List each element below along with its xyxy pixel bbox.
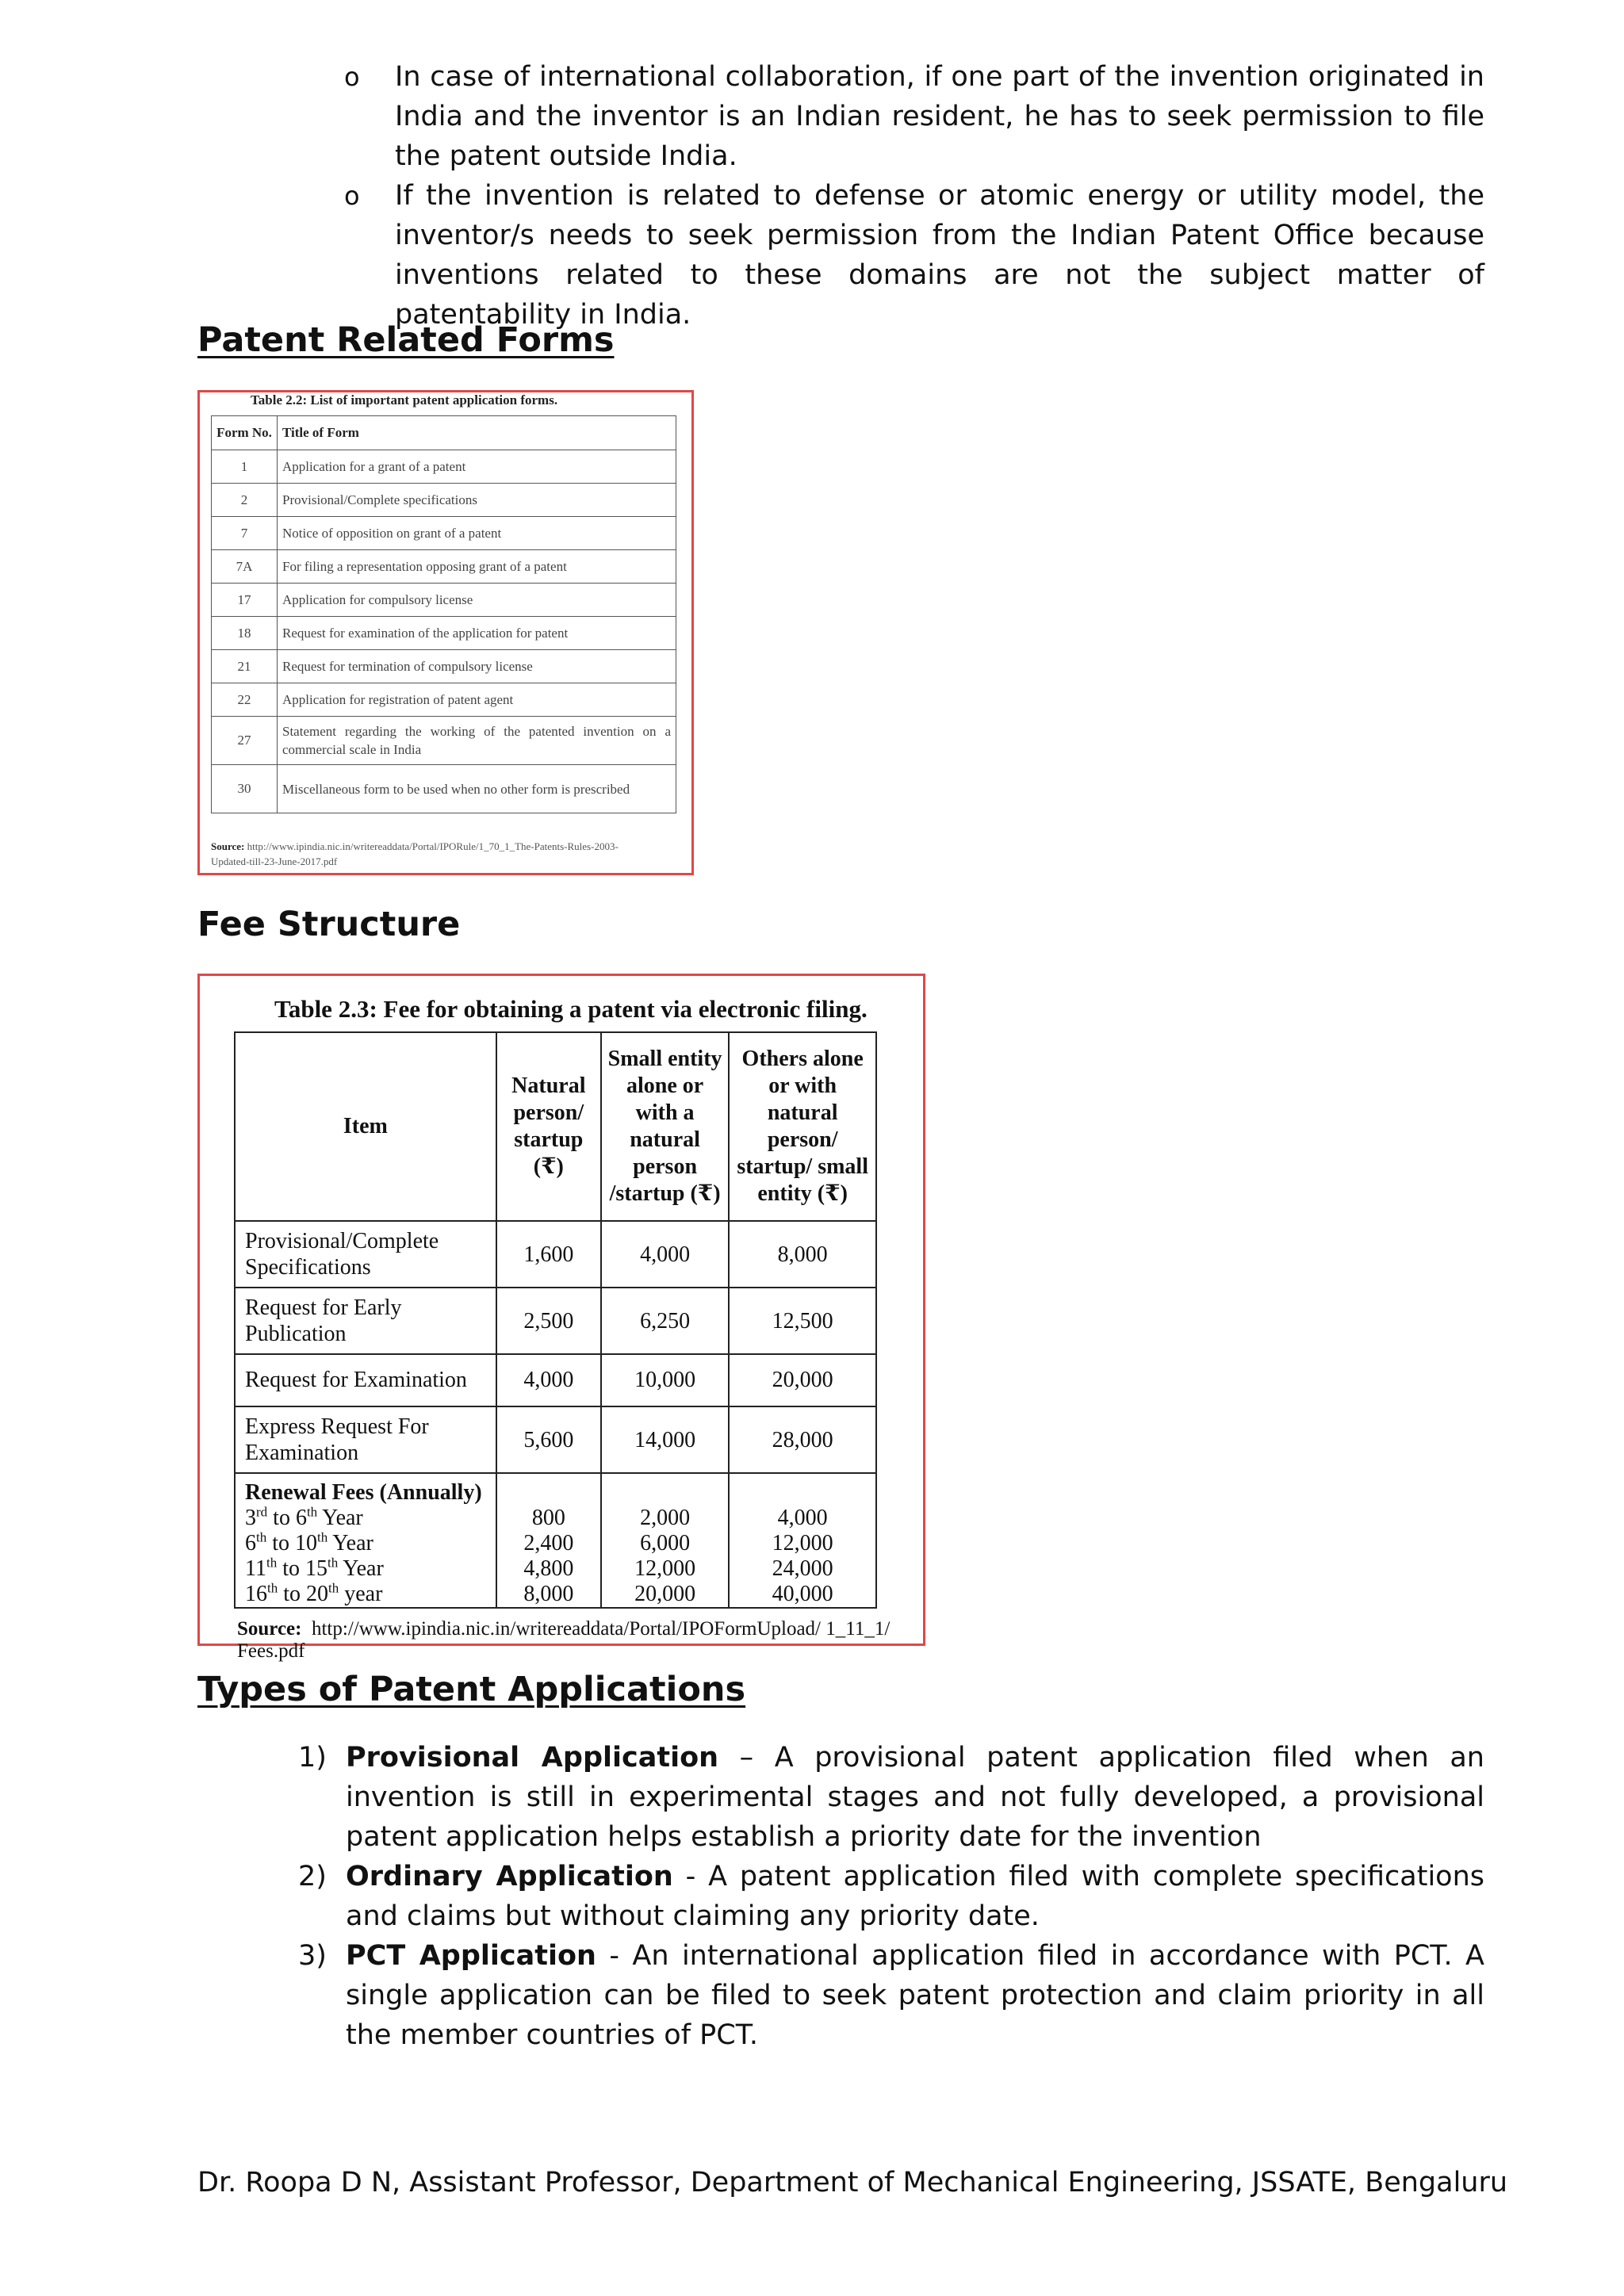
application-term: Provisional Application <box>346 1742 719 1774</box>
renewal-title: Renewal Fees (Annually) <box>245 1480 482 1505</box>
form-title: Statement regarding the working of the patented invention on a commercial scale in India <box>278 717 676 765</box>
source-label: Source: <box>211 840 245 852</box>
application-description: A provisional patent application filed when an invention is still in experimental stages and not fully developed, a provisional patent application helps establish a priority date for the invention <box>346 1742 1484 1853</box>
forms-section-title: Patent Related Forms <box>197 320 615 360</box>
application-term: Ordinary Application <box>346 1861 673 1892</box>
form-number: 27 <box>212 717 278 765</box>
table-row <box>235 1406 876 1473</box>
form-number: 2 <box>212 484 278 517</box>
form-title: Provisional/Complete specifications <box>278 484 676 517</box>
form-number: 18 <box>212 617 278 650</box>
fee-table-header: Item <box>235 1032 496 1221</box>
fee-table-header: Natural person/ startup (₹) <box>496 1032 601 1221</box>
form-number: 17 <box>212 584 278 617</box>
permission-bullet-list <box>343 57 1484 335</box>
fee-table-figure <box>197 974 925 1662</box>
fee-table-header: Others alone or with natural person/ startup/ small entity (₹) <box>729 1032 876 1221</box>
fee-value: 12,500 <box>729 1288 876 1354</box>
form-number: 1 <box>212 450 278 484</box>
table-row <box>235 1221 876 1288</box>
application-description: A patent application filed with complete specifications and claims but without claiming any priority date. <box>346 1861 1484 1932</box>
forms-table-source <box>211 839 655 869</box>
renewal-values: 2,000 6,000 12,000 20,000 <box>601 1473 729 1608</box>
table-row <box>212 550 676 584</box>
list-item: 1) Provisional Application – A provisional patent application filed when an invention is still in experimental stages and not fully developed, a provisional patent application helps establish a priority date for the invention <box>293 1738 1484 1857</box>
form-title: Application for registration of patent agent <box>278 683 676 717</box>
forms-table-header: Title of Form <box>278 416 676 450</box>
source-url: http://www.ipindia.nic.in/writereaddata/Portal/IPORule/1_70_1_The-Patents-Rules-2003-Updated-till-23-June-2017.pdf <box>211 840 619 867</box>
bullet-marker: o <box>344 62 360 92</box>
fee-value: 6,250 <box>601 1288 729 1354</box>
forms-table-header: Form No. <box>212 416 278 450</box>
renewal-period: 6th to 10th Year <box>245 1529 373 1556</box>
form-title: Miscellaneous form to be used when no other form is prescribed <box>278 765 676 813</box>
application-description: An international application filed in accordance with PCT. A single application can be filed to seek patent protection and claim priority in all the member countries of PCT. <box>346 1940 1484 2051</box>
application-term: PCT Application <box>346 1940 596 1972</box>
form-title: Request for termination of compulsory license <box>278 650 676 683</box>
bullet-text: In case of international collaboration, if one part of the invention originated in India and the inventor is an Indian resident, he has to seek permission to file the patent outside India. <box>395 61 1484 172</box>
bullet-marker: o <box>344 181 360 211</box>
table-row <box>212 517 676 550</box>
fee-value: 5,600 <box>496 1406 601 1473</box>
list-number: 3) <box>298 1940 327 1972</box>
table-row <box>212 484 676 517</box>
fee-value: 2,500 <box>496 1288 601 1354</box>
application-types-list <box>293 1738 1484 2055</box>
renewal-row <box>235 1473 876 1608</box>
form-title: Notice of opposition on grant of a patent <box>278 517 676 550</box>
fee-item: Express Request For Examination <box>235 1406 496 1473</box>
forms-table-caption: Table 2.2: List of important patent application forms. <box>251 392 558 408</box>
list-number: 1) <box>298 1742 327 1774</box>
list-item: 3) PCT Application - An international application filed in accordance with PCT. A single application can be filed to seek patent protection and claim priority in all the member countries of PCT. <box>293 1936 1484 2055</box>
table-row <box>235 1354 876 1406</box>
fee-table-source <box>237 1618 903 1663</box>
source-label: Source: <box>237 1618 302 1640</box>
fee-table-header: Small entity alone or with a natural person /startup (₹) <box>601 1032 729 1221</box>
forms-table-figure <box>197 390 694 875</box>
form-number: 22 <box>212 683 278 717</box>
fee-value: 4,000 <box>496 1354 601 1406</box>
form-title: Request for examination of the application for patent <box>278 617 676 650</box>
form-number: 21 <box>212 650 278 683</box>
form-title: For filing a representation opposing grant of a patent <box>278 550 676 584</box>
fee-value: 10,000 <box>601 1354 729 1406</box>
table-row <box>212 717 676 765</box>
fee-value: 8,000 <box>729 1221 876 1288</box>
renewal-values: 4,000 12,000 24,000 40,000 <box>729 1473 876 1608</box>
forms-table <box>211 415 676 813</box>
fee-item: Request for Early Publication <box>235 1288 496 1354</box>
renewal-period: 3rd to 6th Year <box>245 1504 363 1530</box>
table-row <box>212 650 676 683</box>
renewal-period: 16th to 20th year <box>245 1580 383 1606</box>
renewal-item <box>235 1473 496 1608</box>
form-number: 7 <box>212 517 278 550</box>
renewal-values: 800 2,400 4,800 8,000 <box>496 1473 601 1608</box>
table-row <box>212 450 676 484</box>
table-row <box>212 683 676 717</box>
fee-section-title: Fee Structure <box>197 905 461 944</box>
fee-value: 20,000 <box>729 1354 876 1406</box>
page-footer: Dr. Roopa D N, Assistant Professor, Department of Mechanical Engineering, JSSATE, Bengaluru <box>197 2167 1508 2198</box>
bullet-item <box>343 176 1484 335</box>
form-number: 30 <box>212 765 278 813</box>
list-number: 2) <box>298 1861 327 1892</box>
fee-value: 4,000 <box>601 1221 729 1288</box>
renewal-period: 11th to 15th Year <box>245 1555 384 1581</box>
table-row <box>235 1288 876 1354</box>
bullet-item <box>343 57 1484 176</box>
table-row <box>212 765 676 813</box>
bullet-text: If the invention is related to defense or atomic energy or utility model, the inventor/s needs to seek permission from the Indian Patent Office because inventions related to these domains are not the subject matter of patentability in India. <box>395 180 1484 331</box>
fee-value: 1,600 <box>496 1221 601 1288</box>
form-number: 7A <box>212 550 278 584</box>
fee-value: 28,000 <box>729 1406 876 1473</box>
fee-value: 14,000 <box>601 1406 729 1473</box>
table-row <box>212 584 676 617</box>
form-title: Application for compulsory license <box>278 584 676 617</box>
form-title: Application for a grant of a patent <box>278 450 676 484</box>
fee-item: Request for Examination <box>235 1354 496 1406</box>
list-item: 2) Ordinary Application - A patent application filed with complete specifications and claims but without claiming any priority date. <box>293 1857 1484 1936</box>
types-section-title: Types of Patent Applications <box>197 1670 746 1709</box>
fee-table <box>234 1031 877 1609</box>
fee-item: Provisional/Complete Specifications <box>235 1221 496 1288</box>
table-row <box>212 617 676 650</box>
fee-table-caption: Table 2.3: Fee for obtaining a patent via electronic filing. <box>274 995 868 1023</box>
source-url: http://www.ipindia.nic.in/writereaddata/Portal/IPOFormUpload/ 1_11_1/ Fees.pdf <box>237 1618 891 1662</box>
